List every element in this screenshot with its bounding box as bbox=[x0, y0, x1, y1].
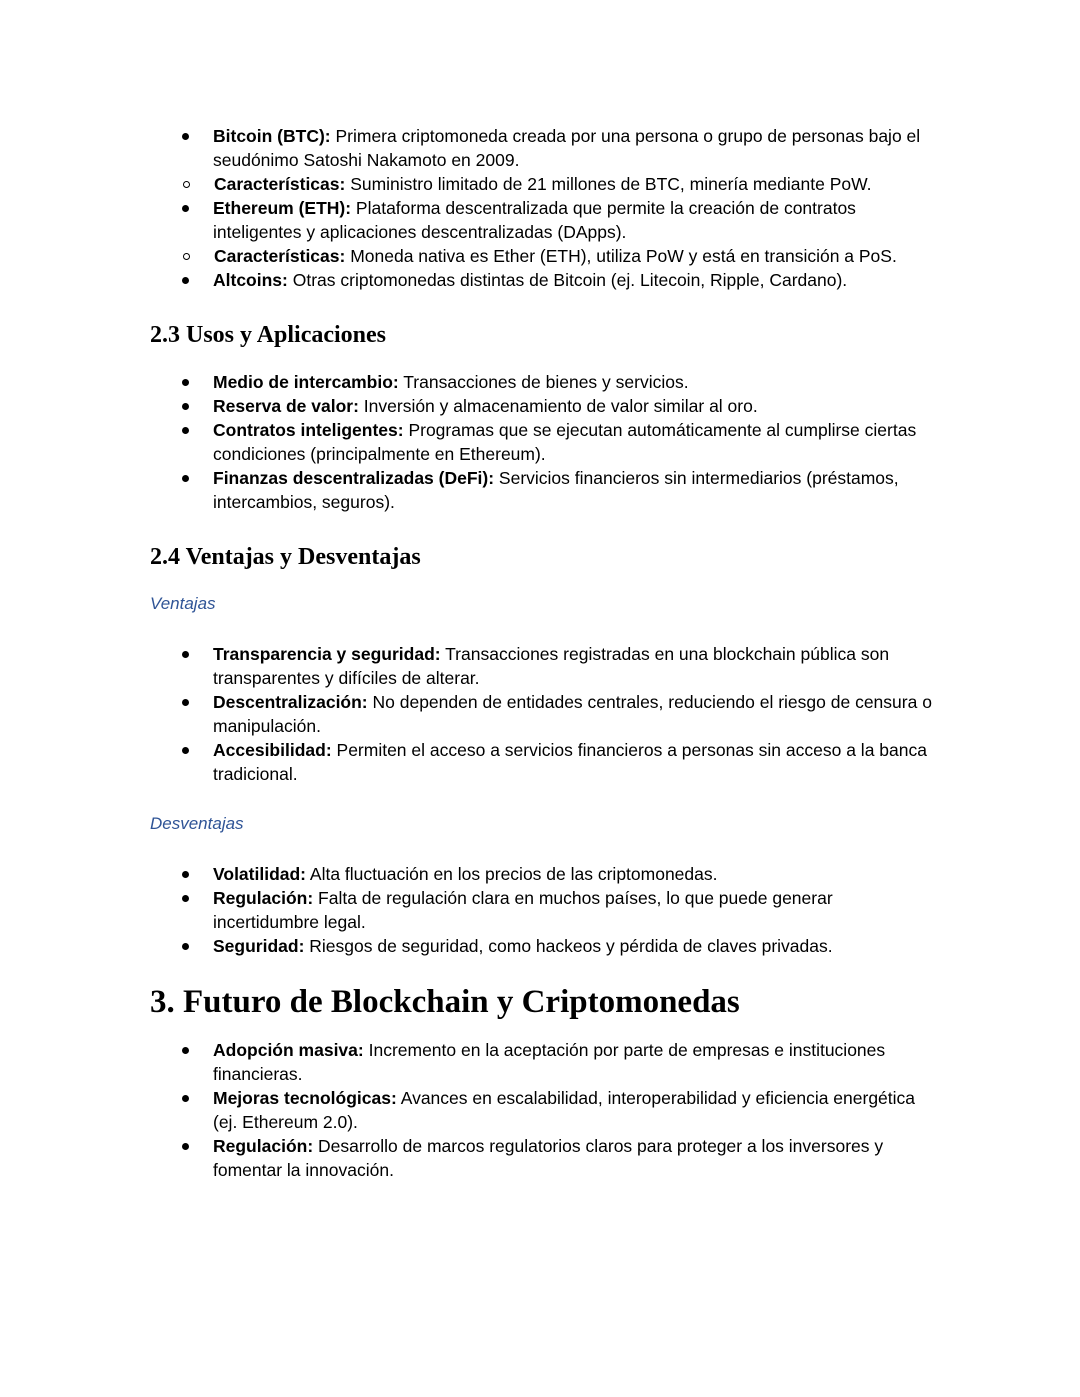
section-heading-usos: 2.3 Usos y Aplicaciones bbox=[150, 322, 387, 348]
ventajas-list bbox=[150, 642, 940, 786]
list-item: Bitcoin (BTC): Primera criptomoneda creada por una persona o grupo de personas bajo el seudónimo Satoshi Nakamoto en 2009. bbox=[150, 124, 940, 172]
desventajas-list bbox=[150, 862, 940, 958]
list-item: Transparencia y seguridad: Transacciones registradas en una blockchain pública son transparentes y difíciles de alterar. bbox=[150, 642, 940, 690]
subheading-ventajas: Ventajas bbox=[150, 594, 216, 613]
list-item: Reserva de valor: Inversión y almacenamiento de valor similar al oro. bbox=[150, 394, 940, 418]
list-item: Mejoras tecnológicas: Avances en escalabilidad, interoperabilidad y eficiencia energética (ej. Ethereum 2.0). bbox=[150, 1086, 940, 1134]
usos-list bbox=[150, 370, 940, 514]
list-item: Contratos inteligentes: Programas que se ejecutan automáticamente al cumplirse ciertas condiciones (principalmente en Ethereum). bbox=[150, 418, 940, 466]
crypto-types-list bbox=[150, 124, 940, 292]
list-item: Volatilidad: Alta fluctuación en los precios de las criptomonedas. bbox=[150, 862, 940, 886]
list-item: Descentralización: No dependen de entidades centrales, reduciendo el riesgo de censura o manipulación. bbox=[150, 690, 940, 738]
list-item: Finanzas descentralizadas (DeFi): Servicios financieros sin intermediarios (préstamos, intercambios, seguros). bbox=[150, 466, 940, 514]
sub-list-item: Características: Suministro limitado de 21 millones de BTC, minería mediante PoW. bbox=[87, 172, 940, 196]
list-item: Regulación: Falta de regulación clara en muchos países, lo que puede generar incertidumbre legal. bbox=[150, 886, 940, 934]
document-page bbox=[150, 124, 940, 1182]
sub-list-item: Características: Moneda nativa es Ether (ETH), utiliza PoW y está en transición a PoS. bbox=[87, 244, 940, 268]
list-item: Regulación: Desarrollo de marcos regulatorios claros para proteger a los inversores y fomentar la innovación. bbox=[150, 1134, 940, 1182]
list-item: Medio de intercambio: Transacciones de bienes y servicios. bbox=[150, 370, 940, 394]
list-item: Altcoins: Otras criptomonedas distintas de Bitcoin (ej. Litecoin, Ripple, Cardano). bbox=[150, 268, 940, 292]
list-item: Adopción masiva: Incremento en la aceptación por parte de empresas e instituciones financieras. bbox=[150, 1038, 940, 1086]
section-heading-ventajas: 2.4 Ventajas y Desventajas bbox=[150, 544, 421, 570]
list-item: Seguridad: Riesgos de seguridad, como hackeos y pérdida de claves privadas. bbox=[150, 934, 940, 958]
list-item: Accesibilidad: Permiten el acceso a servicios financieros a personas sin acceso a la banca tradicional. bbox=[150, 738, 940, 786]
list-item: Ethereum (ETH): Plataforma descentralizada que permite la creación de contratos inteligentes y aplicaciones descentralizadas (DApps). bbox=[150, 196, 940, 244]
section-heading-futuro: 3. Futuro de Blockchain y Criptomonedas bbox=[150, 984, 740, 1020]
subheading-desventajas: Desventajas bbox=[150, 814, 244, 833]
futuro-list bbox=[150, 1038, 940, 1182]
